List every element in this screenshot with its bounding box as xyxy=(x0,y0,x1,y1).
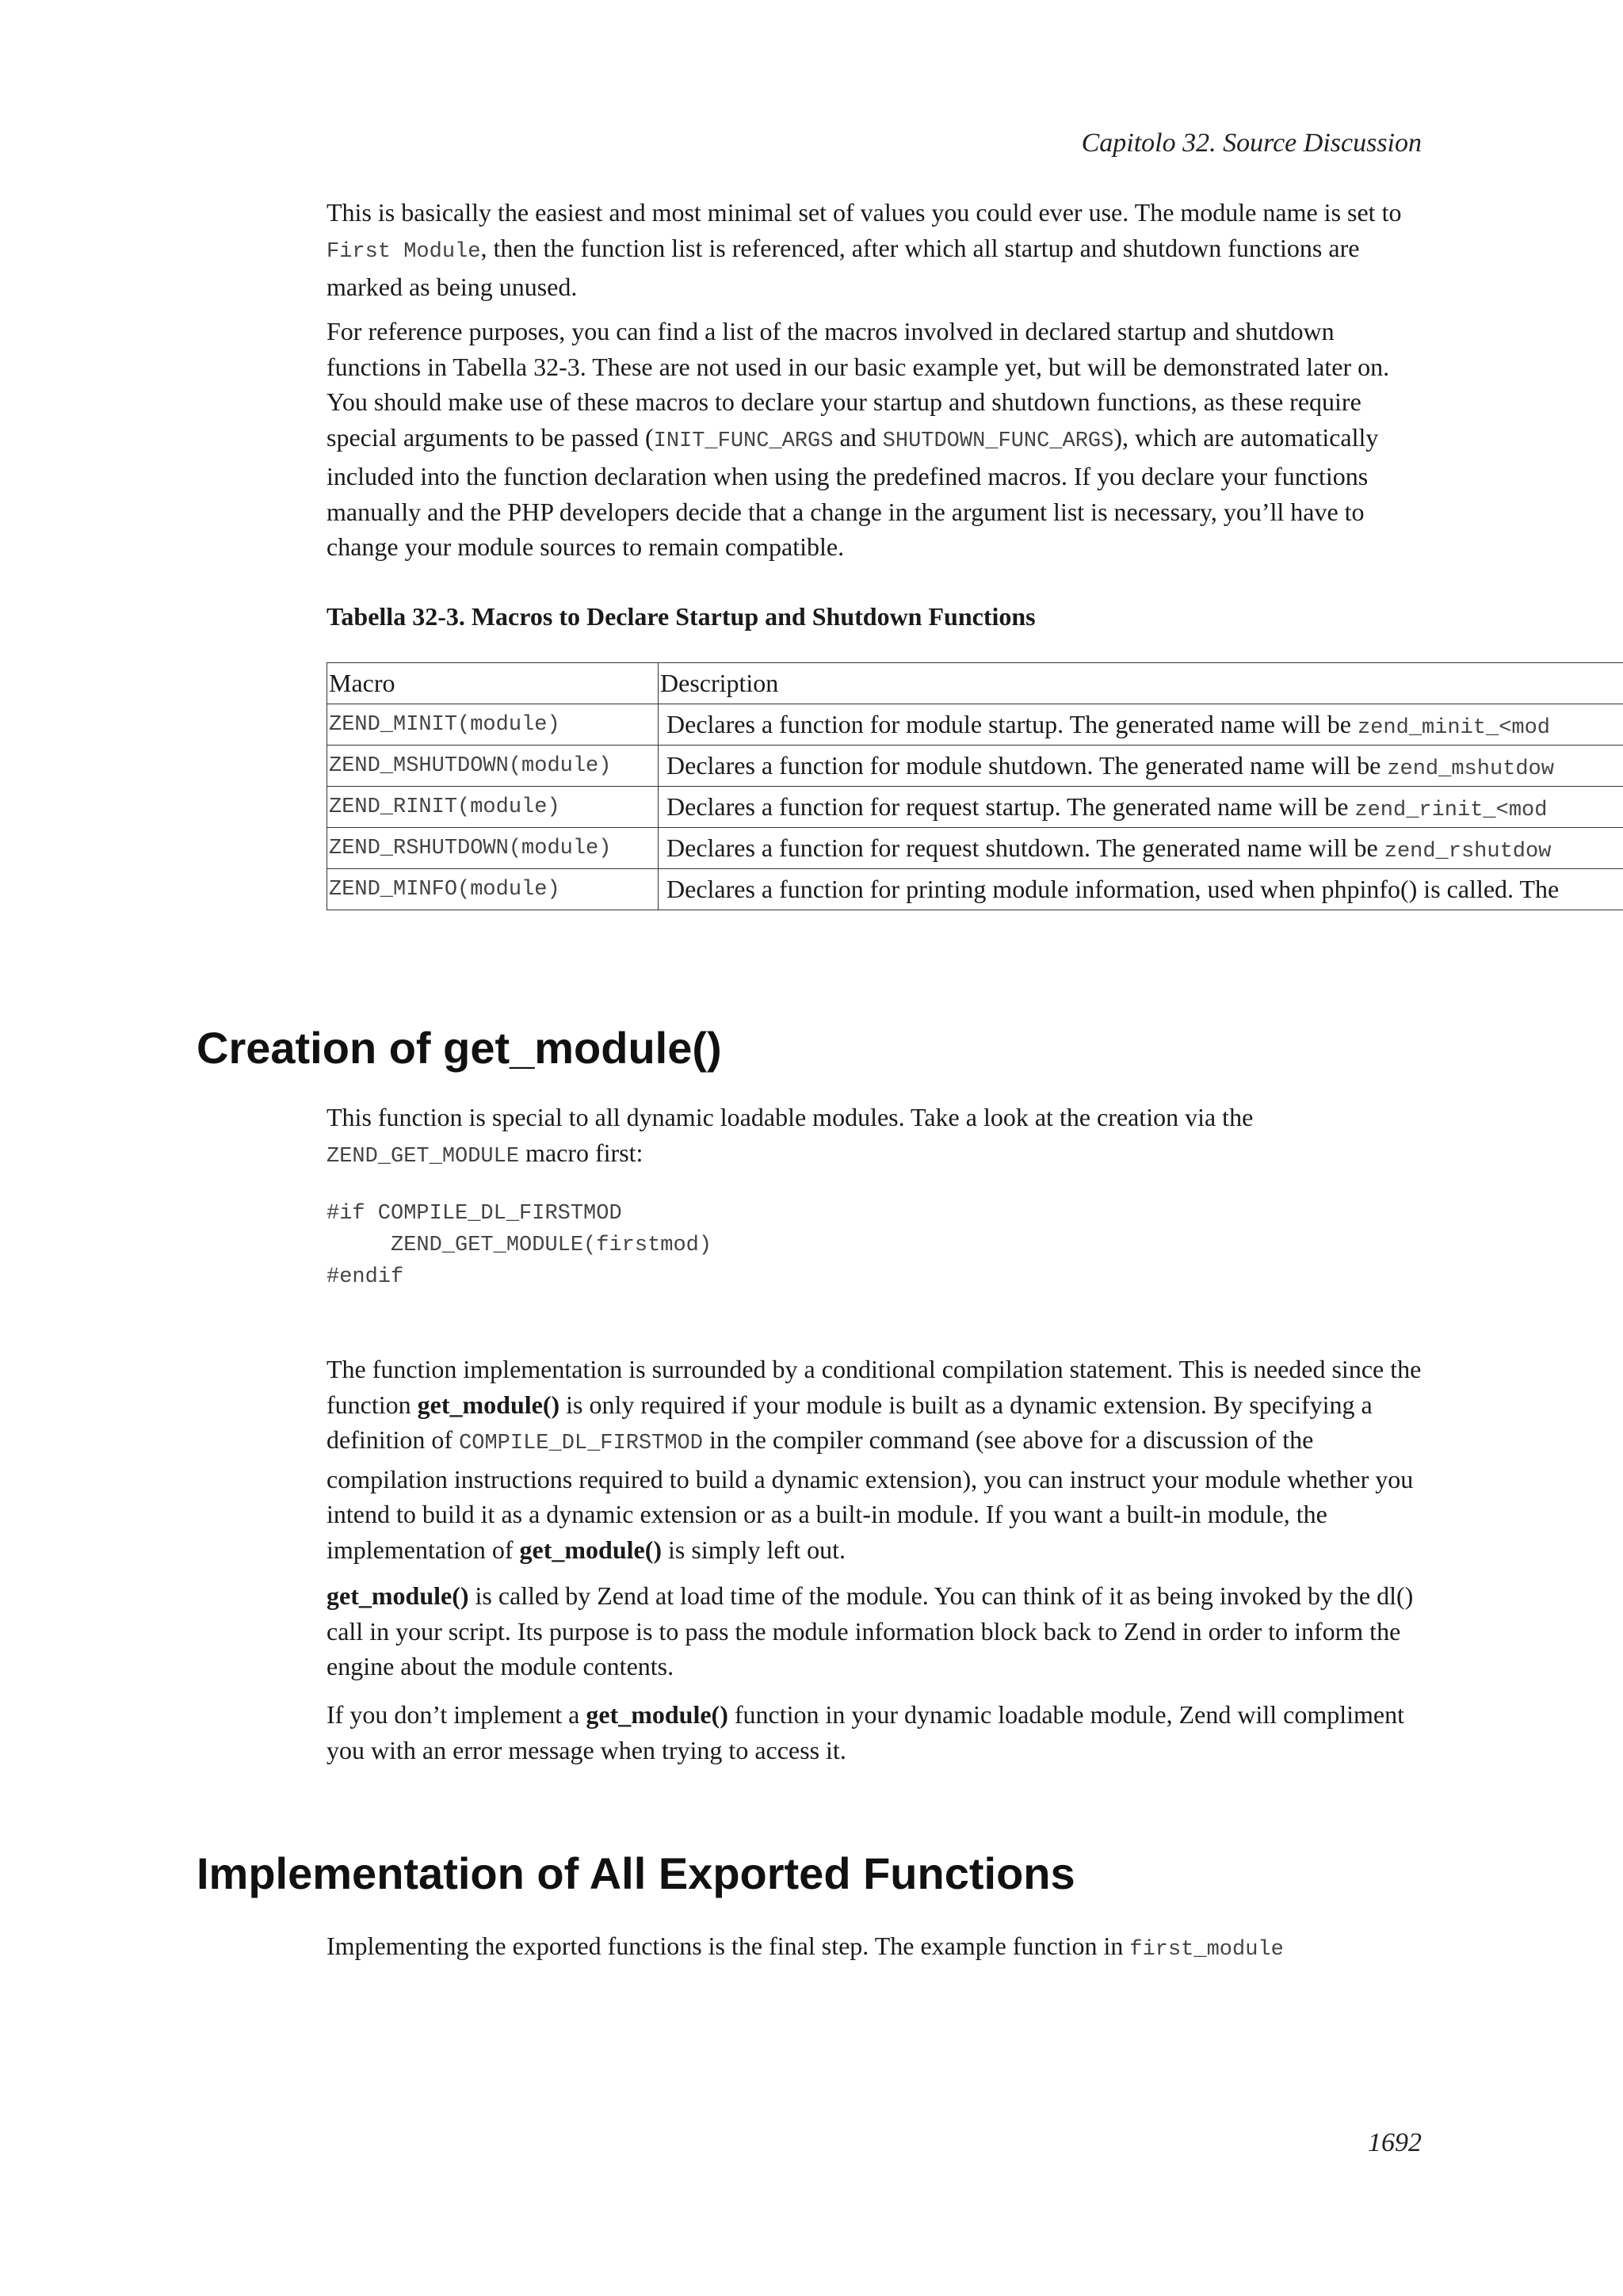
table-row xyxy=(327,828,1623,869)
bold-function-name: get_module() xyxy=(417,1390,560,1419)
paragraph-conditional-compilation xyxy=(327,1352,1428,1567)
description-text: Declares a function for request shutdown. The generated name will be xyxy=(666,833,1384,862)
paragraph-error-message xyxy=(327,1697,1428,1768)
table-caption: Tabella 32-3. Macros to Declare Startup and Shutdown Functions xyxy=(327,602,1036,631)
column-header-macro: Macro xyxy=(327,663,659,704)
text: If you don’t implement a xyxy=(327,1700,586,1729)
running-header: Capitolo 32. Source Discussion xyxy=(1081,128,1422,158)
description-code: zend_rshutdow xyxy=(1384,839,1552,864)
paragraph-exported-functions xyxy=(327,1928,1428,1968)
code-block: #if COMPILE_DL_FIRSTMOD ZEND_GET_MODULE(firstmod) #endif xyxy=(327,1202,712,1289)
section-heading-get-module: Creation of get_module() xyxy=(197,1023,722,1073)
description-cell xyxy=(659,704,1623,746)
text: Implementing the exported functions is the final step. The example function in xyxy=(327,1932,1130,1960)
inline-code: ZEND_GET_MODULE xyxy=(327,1144,520,1169)
description-text: Declares a function for module startup. The generated name will be xyxy=(666,709,1358,738)
text: is only required if your module is built as a dynamic extension. By specifying a definition of xyxy=(327,1390,1373,1454)
paragraph-get-module-intro xyxy=(327,1100,1428,1174)
text: is simply left out. xyxy=(662,1535,846,1564)
description-cell xyxy=(659,828,1623,869)
description-text: Declares a function for request startup. The generated name will be xyxy=(666,791,1355,821)
page-number: 1692 xyxy=(1368,2128,1422,2157)
bold-function-name: get_module() xyxy=(327,1581,469,1610)
table-row xyxy=(327,704,1623,746)
table-row xyxy=(327,787,1623,828)
description-code: zend_rinit_<mod xyxy=(1354,798,1548,822)
description-text: Declares a function for module shutdown. The generated name will be xyxy=(666,750,1388,780)
description-text: Declares a function for printing module information, used when phpinfo() is called. The xyxy=(666,874,1560,903)
macro-cell: ZEND_RSHUTDOWN(module) xyxy=(327,828,659,869)
bold-function-name: get_module() xyxy=(519,1535,663,1564)
text: in the compiler command (see above for a discussion of the compilation instructions required to build a dynamic extension), you can instruct your module whether you intend to build it as a dynamic extension or as a built-in module. If you want a built-in module, the implementation of xyxy=(327,1425,1414,1564)
table-header-row xyxy=(327,663,1623,704)
inline-code: SHUTDOWN_FUNC_ARGS xyxy=(882,429,1114,453)
macros-table xyxy=(327,662,1623,910)
text: macro first: xyxy=(519,1138,643,1167)
table-row xyxy=(327,869,1623,910)
text: and xyxy=(833,422,883,452)
column-header-description: Description xyxy=(659,663,1623,704)
inline-code: INIT_FUNC_ARGS xyxy=(653,429,834,453)
table-row xyxy=(327,746,1623,787)
text: For reference purposes, you can find a list of the macros involved in declared startup and shutdown functions in Tabella 32-3. These are not used in our basic example yet, but will be demonstrated later on. You should make use of these macros to declare your startup and shutdown functions, as these require special arguments to be passed ( xyxy=(327,317,1390,452)
text: is called by Zend at load time of the module. You can think of it as being invoked by the dl() call in your script. Its purpose is to pass the module information block back to Zend in order to inform the engine about the module contents. xyxy=(327,1581,1414,1680)
text: This function is special to all dynamic loadable modules. Take a look at the creation via the xyxy=(327,1103,1254,1131)
description-code: zend_mshutdow xyxy=(1387,757,1554,781)
paragraph-reference-macros xyxy=(327,314,1428,565)
text: function in your dynamic loadable module, Zend will compliment you with an error message when trying to access it. xyxy=(327,1700,1404,1764)
paragraph-module-values xyxy=(327,195,1428,305)
description-cell xyxy=(659,787,1623,828)
text: ), which are automatically included into the function declaration when using the predefined macros. If you declare your functions manually and the PHP developers decide that a change in the argument list is necessary, you’ll have to change your module sources to remain compatible. xyxy=(327,422,1379,561)
text: , then the function list is referenced, after which all startup and shutdown functions are marked as being unused. xyxy=(327,233,1360,301)
macro-cell: ZEND_MINIT(module) xyxy=(327,704,659,746)
text: The function implementation is surrounded by a conditional compilation statement. This is needed since the function xyxy=(327,1355,1422,1419)
inline-code: COMPILE_DL_FIRSTMOD xyxy=(459,1432,703,1455)
inline-code: first_module xyxy=(1129,1938,1284,1962)
description-cell xyxy=(659,869,1623,910)
description-cell xyxy=(659,746,1623,787)
macro-cell: ZEND_MINFO(module) xyxy=(327,869,659,910)
paragraph-load-time xyxy=(327,1578,1428,1684)
description-code: zend_minit_<mod xyxy=(1357,715,1551,740)
text: This is basically the easiest and most minimal set of values you could ever use. The module name is set to xyxy=(327,198,1402,227)
section-heading-exported-functions: Implementation of All Exported Functions xyxy=(197,1848,1075,1898)
bold-function-name: get_module() xyxy=(586,1700,728,1729)
inline-code: First Module xyxy=(327,239,481,264)
macro-cell: ZEND_RINIT(module) xyxy=(327,787,659,828)
macro-cell: ZEND_MSHUTDOWN(module) xyxy=(327,746,659,787)
